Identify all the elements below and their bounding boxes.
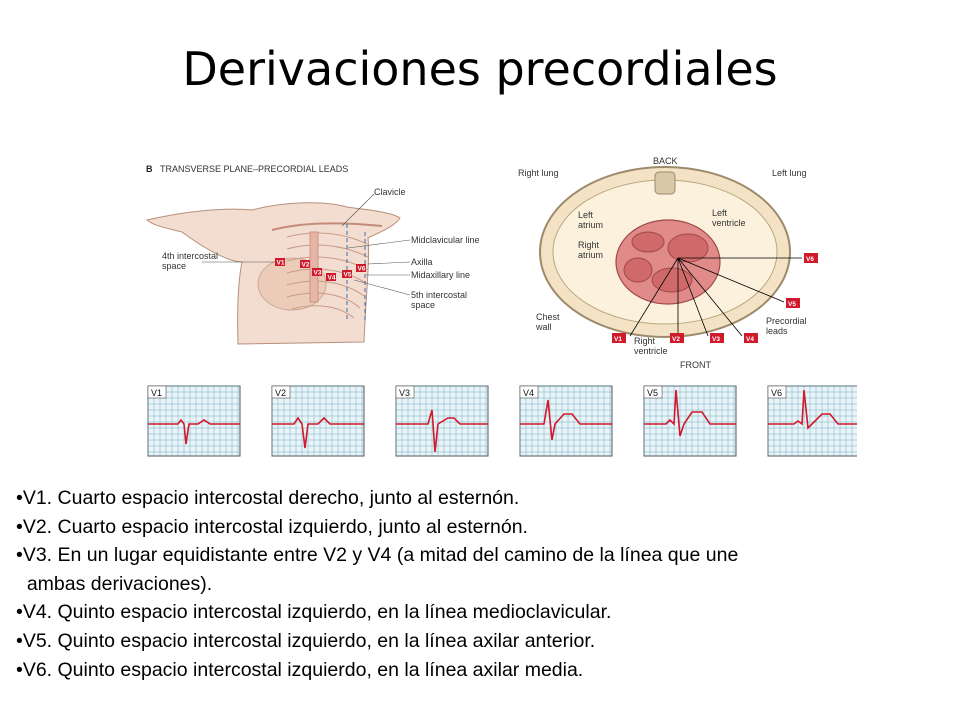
svg-text:V2: V2 (301, 261, 310, 269)
sternum (310, 232, 318, 302)
label-5th-space-1: 5th intercostal (411, 290, 468, 300)
ecg-strip-v4 (520, 386, 612, 456)
bullet-v4: •V4. Quinto espacio intercostal izquierdo, en la línea medioclavicular. (16, 601, 612, 624)
section-lead-v4 (744, 333, 758, 343)
ecg-label-v3: V3 (399, 388, 411, 398)
spine (655, 172, 675, 194)
chest-lead-v3 (312, 268, 322, 277)
chest-lead-v1 (275, 258, 285, 267)
label-axilla: Axilla (411, 257, 433, 267)
label-front: FRONT (680, 360, 711, 370)
ecg-label-v6: V6 (771, 388, 783, 398)
ecg-label-v4: V4 (523, 388, 535, 398)
label-right-ventricle-2: ventricle (634, 346, 668, 356)
label-clavicle: Clavicle (374, 187, 406, 197)
svg-text:V4: V4 (327, 274, 336, 282)
label-left-ventricle-1: Left (712, 208, 728, 218)
ecg-label-v5: V5 (647, 388, 659, 398)
ecg-label-v1: V1 (151, 388, 163, 398)
label-chest-wall-1: Chest (536, 312, 560, 322)
chest-lead-v4 (326, 273, 336, 282)
label-left-ventricle-2: ventricle (712, 218, 746, 228)
label-right-atrium-2: atrium (578, 250, 604, 260)
label-precordial-1: Precordial (766, 316, 807, 326)
chest-lead-v5 (342, 270, 352, 279)
right-ventricle (652, 268, 692, 292)
ecg-strips (142, 380, 857, 462)
bullet-v3: •V3. En un lugar equidistante entre V2 y V4 (a mitad del camino de la línea que une (16, 544, 739, 567)
label-left-atrium-2: atrium (578, 220, 604, 230)
lead-descriptions (16, 484, 946, 684)
left-atrium (632, 232, 664, 252)
ecg-label-v2: V2 (275, 388, 287, 398)
svg-text:V6: V6 (806, 256, 814, 263)
label-midaxillary: Midaxillary line (411, 270, 471, 280)
section-lead-v2 (670, 333, 684, 343)
right-atrium (624, 258, 652, 282)
ecg-strip-v6 (768, 386, 857, 456)
bullet-v1: •V1. Cuarto espacio intercostal derecho, junto al esternón. (16, 487, 520, 509)
label-right-lung: Right lung (518, 168, 559, 178)
section-lead-v1 (612, 333, 626, 343)
svg-text:V1: V1 (276, 259, 285, 267)
svg-text:V3: V3 (712, 336, 720, 343)
label-5th-space-2: space (411, 300, 436, 310)
svg-text:V1: V1 (614, 336, 622, 343)
label-right-ventricle-1: Right (634, 336, 656, 346)
label-left-atrium-1: Left (578, 210, 594, 220)
svg-text:V6: V6 (357, 265, 366, 273)
svg-text:V5: V5 (788, 301, 796, 308)
label-4th-space-2: space (162, 261, 187, 271)
label-back: BACK (653, 156, 678, 166)
label-midclavicular: Midclavicular line (411, 235, 480, 245)
svg-text:V5: V5 (343, 271, 352, 279)
label-left-lung: Left lung (772, 168, 807, 178)
section-lead-v5 (786, 298, 800, 308)
bullet-v6: •V6. Quinto espacio intercostal izquierdo, en la línea axilar media. (16, 658, 584, 681)
section-lead-v3 (710, 333, 724, 343)
bullet-v3-continued: ambas derivaciones). (16, 572, 213, 595)
label-right-atrium-1: Right (578, 240, 600, 250)
svg-text:V2: V2 (672, 336, 680, 343)
ecg-strip-v5 (644, 386, 736, 456)
chest-lead-v6 (356, 264, 366, 273)
label-precordial-2: leads (766, 326, 788, 336)
ecg-strip-v3 (396, 386, 488, 456)
section-lead-v6 (804, 253, 818, 263)
bullet-v5: •V5. Quinto espacio intercostal izquierdo, en la línea axilar anterior. (16, 629, 596, 652)
svg-text:V4: V4 (746, 336, 754, 343)
label-4th-space-1: 4th intercostal (162, 251, 219, 261)
ecg-strip-v1 (148, 386, 240, 456)
panel-letter: B (146, 164, 153, 174)
bullet-v2: •V2. Cuarto espacio intercostal izquierdo, junto al esternón. (16, 515, 528, 538)
svg-text:V3: V3 (313, 269, 322, 277)
ecg-strip-v2 (272, 386, 364, 456)
torso-diagram (142, 152, 502, 380)
thorax-cross-section (510, 152, 840, 380)
panel-title: TRANSVERSE PLANE–PRECORDIAL LEADS (160, 164, 349, 174)
chest-lead-v2 (300, 260, 310, 269)
label-chest-wall-2: wall (536, 322, 552, 332)
slide-title: Derivaciones precordiales (182, 42, 778, 96)
